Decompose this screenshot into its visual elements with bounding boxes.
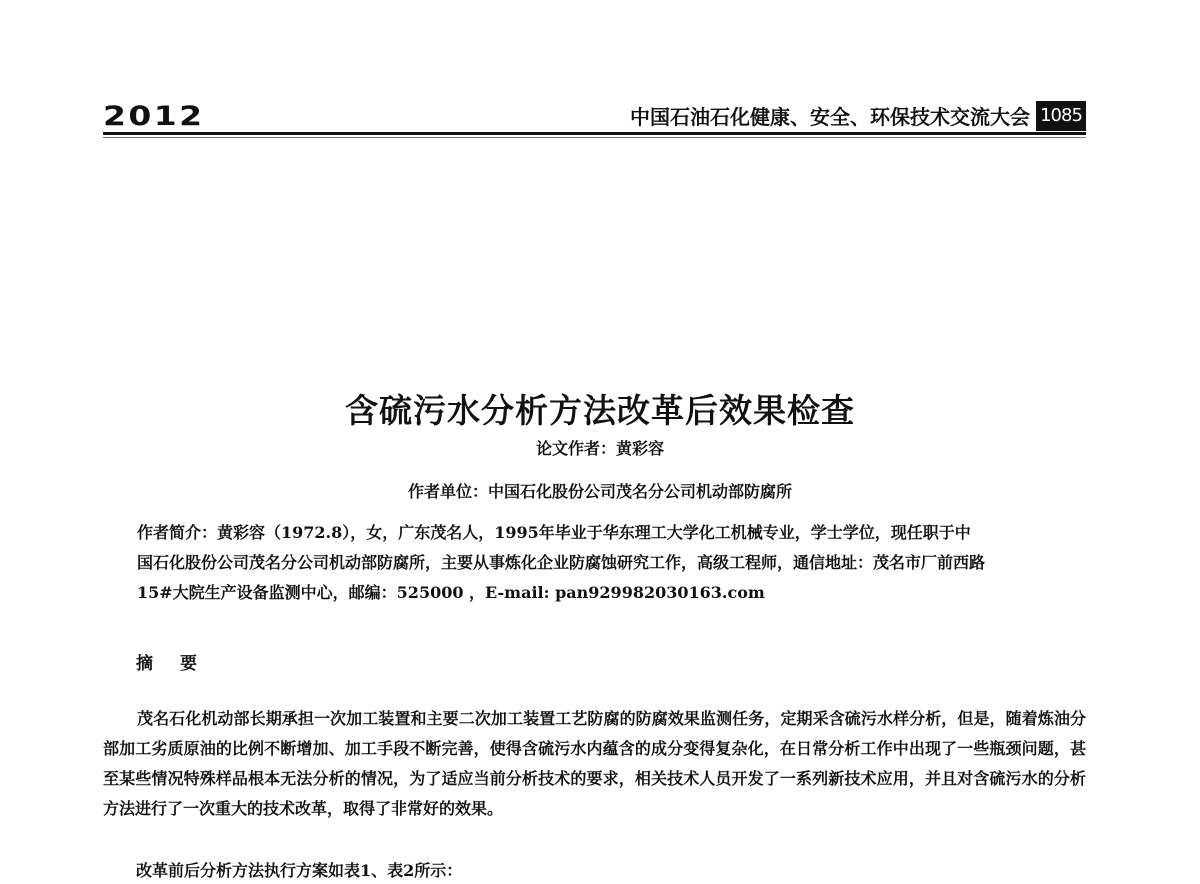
running-header <box>103 100 1086 134</box>
biography-line-3: 15#大院生产设备监测中心，邮编：525000 ，E-mail: pan929982030163.com <box>137 583 765 602</box>
biography-line-2: 国石化股份公司茂名分公司机动部防腐所，主要从事炼化企业防腐蚀研究工作，高级工程师，通信地址：茂名市厂前西路 <box>137 553 986 572</box>
header-year: 2012 <box>103 101 205 132</box>
author-biography <box>103 518 1086 608</box>
paper-title: 含硫污水分析方法改革后效果检查 <box>345 391 855 431</box>
abstract-paragraph: 茂名石化机动部长期承担一次加工装置和主要二次加工装置工艺防腐的防腐效果监测任务，定期采含硫污水样分析，但是，随着炼油分部加工劣质原油的比例不断增加、加工手段不断完善，使得含硫污水内蕴含的成分变得复杂化，在日常分析工作中出现了一些瓶颈问题，甚至某些情况特殊样品根本无法分析的情况，为了适应当前分析技术的要求，相关技术人员开发了一系列新技术应用，并且对含硫污水的分析方法进行了一次重大的技术改革，取得了非常好的效果。 <box>103 709 1086 818</box>
author-line: 论文作者：黄彩容 <box>535 439 664 458</box>
page-number-badge: 1085 <box>1036 101 1086 131</box>
abstract-heading: 摘要 <box>136 654 224 675</box>
table-intro-text: 改革前后分析方法执行方案如表1、表2所示： <box>136 861 463 880</box>
header-thick-rule <box>103 132 1086 135</box>
header-thin-rule <box>103 137 1086 138</box>
header-conference-title: 中国石油石化健康、安全、环保技术交流大会 <box>630 105 1030 129</box>
author-unit-line: 作者单位：中国石化股份公司茂名分公司机动部防腐所 <box>407 482 792 501</box>
biography-line-1: 作者简介：黄彩容（1972.8），女，广东茂名人，1995年毕业于华东理工大学化工机械专业，学士学位，现任职于中 <box>137 523 971 542</box>
